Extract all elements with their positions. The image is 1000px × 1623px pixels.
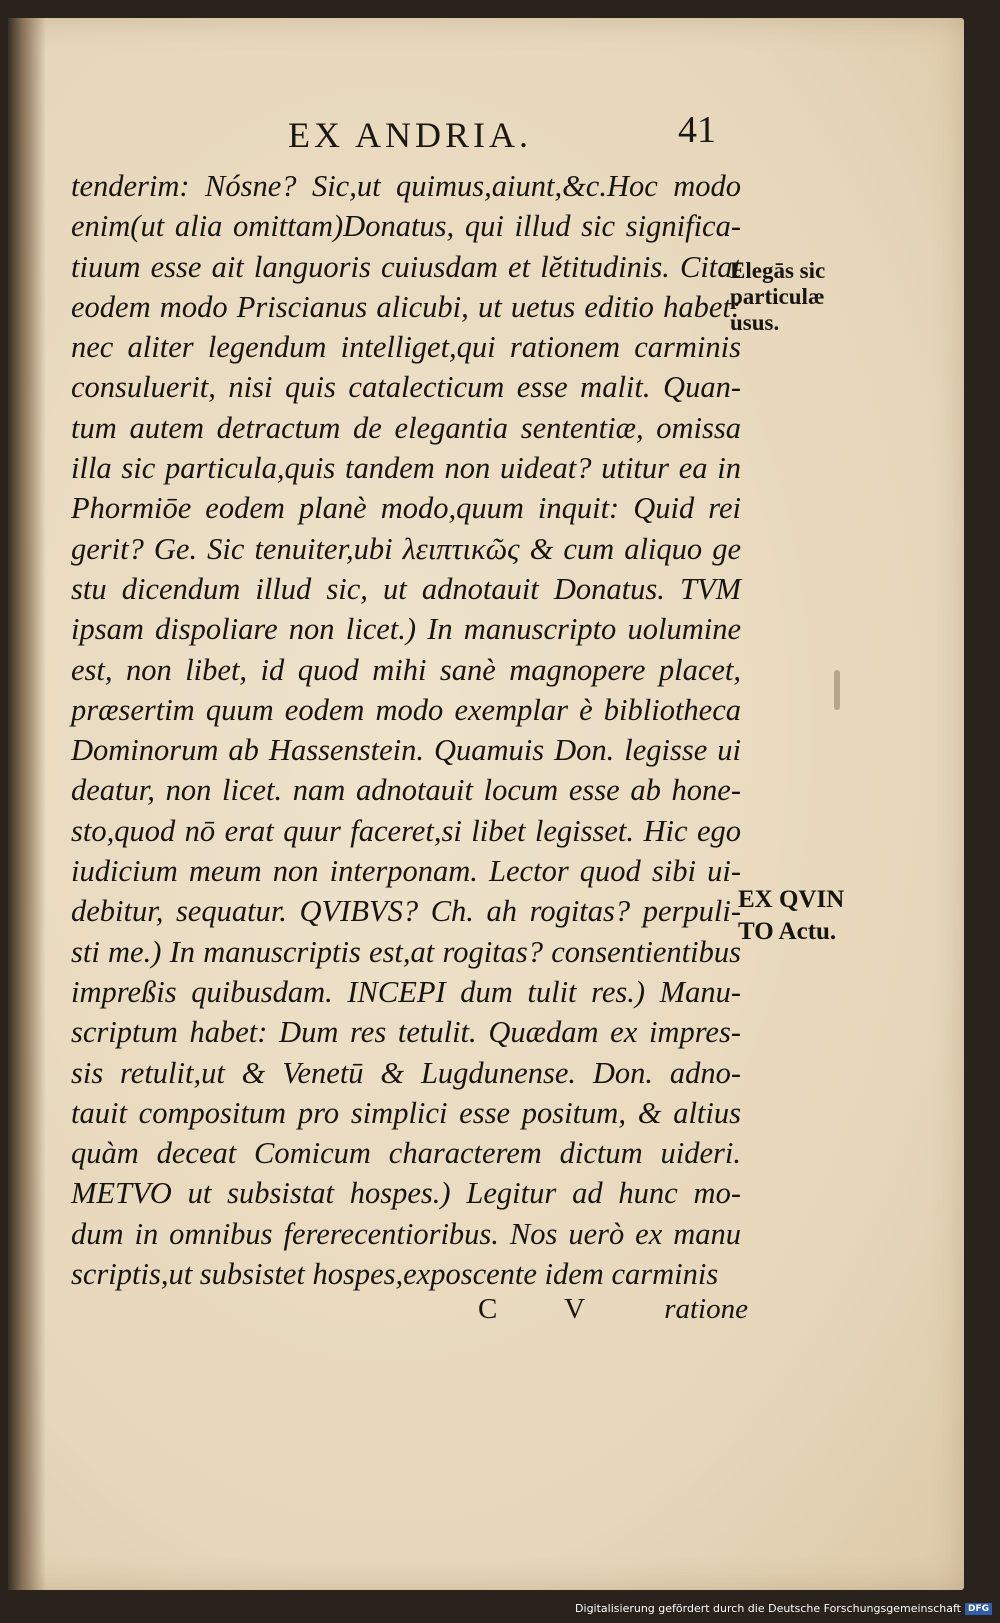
text-line: consuluerit, nisi quis catalecticum esse malit. Quan-: [71, 370, 741, 405]
margin-note-act: [738, 884, 844, 948]
text-line: ipsam dispoliare non licet.) In manuscripto uolumine: [71, 612, 741, 647]
margin-note-line: TO Actu.: [738, 918, 837, 945]
digitization-credit: Digitalisierung gefördert durch die Deutsche Forschungsgemeinschaft: [575, 1602, 961, 1615]
page-gutter: [8, 18, 46, 1590]
text-line: præsertim quum eodem modo exemplar è bibliotheca: [71, 692, 741, 727]
text-line: gerit? Ge. Sic tenuiter,ubi λειπτικῶς & cum aliquo ge: [71, 531, 741, 566]
text-line: scriptum habet: Dum res tetulit. Quædam ex impres-: [71, 1015, 741, 1050]
ink-smudge: [834, 670, 840, 710]
catchword: ratione: [664, 1293, 748, 1325]
text-line: sto,quod nō erat quur faceret,si libet legisset. Hic ego: [71, 813, 741, 848]
text-line: scriptis,ut subsistet hospes,exposcente idem carminis: [71, 1257, 719, 1292]
margin-note-eleganter: [730, 258, 825, 336]
text-line: quàm deceat Comicum characterem dictum uideri.: [71, 1136, 741, 1171]
text-line: est, non libet, id quod mihi sanè magnopere placet,: [71, 652, 741, 687]
text-line: sis retulit,ut & Venetū & Lugdunense. Don. adno-: [71, 1055, 741, 1090]
text-line: tiuum esse ait languoris cuiusdam et lĕtitudinis. Citat: [71, 249, 741, 284]
signature-mark: C V: [478, 1293, 616, 1325]
text-line: tauit compositum pro simplici esse positum, & altius: [71, 1095, 741, 1130]
running-title: EX ANDRIA.: [288, 115, 532, 155]
text-line: iudicium meum non interponam. Lector quod sibi ui-: [71, 854, 741, 889]
catchline: [478, 1293, 748, 1333]
text-line: illa sic particula,quis tandem non uideat? utitur ea in: [71, 451, 741, 486]
margin-note-line: EX QVIN: [738, 886, 845, 913]
margin-note-line: usus.: [730, 310, 780, 335]
text-line: nec aliter legendum intelliget,qui rationem carminis: [71, 330, 741, 365]
text-line: dum in omnibus fererecentioribus. Nos uerò ex manu: [71, 1216, 741, 1251]
body-text: [71, 166, 741, 1294]
folio-number: 41: [678, 109, 716, 151]
text-line: deatur, non licet. nam adnotauit locum esse ab hone-: [71, 773, 741, 808]
text-line: impreßis quibusdam. INCEPI dum tulit res.) Manu-: [71, 974, 741, 1009]
text-line: enim(ut alia omittam)Donatus, qui illud sic significa-: [71, 209, 741, 244]
text-line: METVO ut subsistat hospes.) Legitur ad hunc mo-: [71, 1176, 741, 1211]
margin-note-line: Elegās sic: [730, 258, 826, 283]
text-line: eodem modo Priscianus alicubi, ut uetus editio habet:: [71, 289, 741, 324]
text-line: stu dicendum illud sic, ut adnotauit Donatus. TVM: [71, 571, 741, 606]
text-line: debitur, sequatur. QVIBVS? Ch. ah rogitas? perpuli-: [71, 894, 741, 929]
margin-note-line: particulæ: [730, 284, 825, 309]
book-page: [8, 18, 964, 1590]
digitization-footer: [575, 1602, 992, 1615]
text-line: tum autem detractum de elegantia sententiæ, omissa: [71, 410, 741, 445]
dfg-logo: DFG: [965, 1603, 992, 1615]
text-line: Phormiōe eodem planè modo,quum inquit: Quid rei: [71, 491, 741, 526]
text-line: sti me.) In manuscriptis est,at rogitas? consentientibus: [71, 934, 741, 969]
text-line: tenderim: Nósne? Sic,ut quimus,aiunt,&c.Hoc modo: [71, 169, 741, 203]
text-line: Dominorum ab Hassenstein. Quamuis Don. legisse ui: [71, 733, 741, 768]
